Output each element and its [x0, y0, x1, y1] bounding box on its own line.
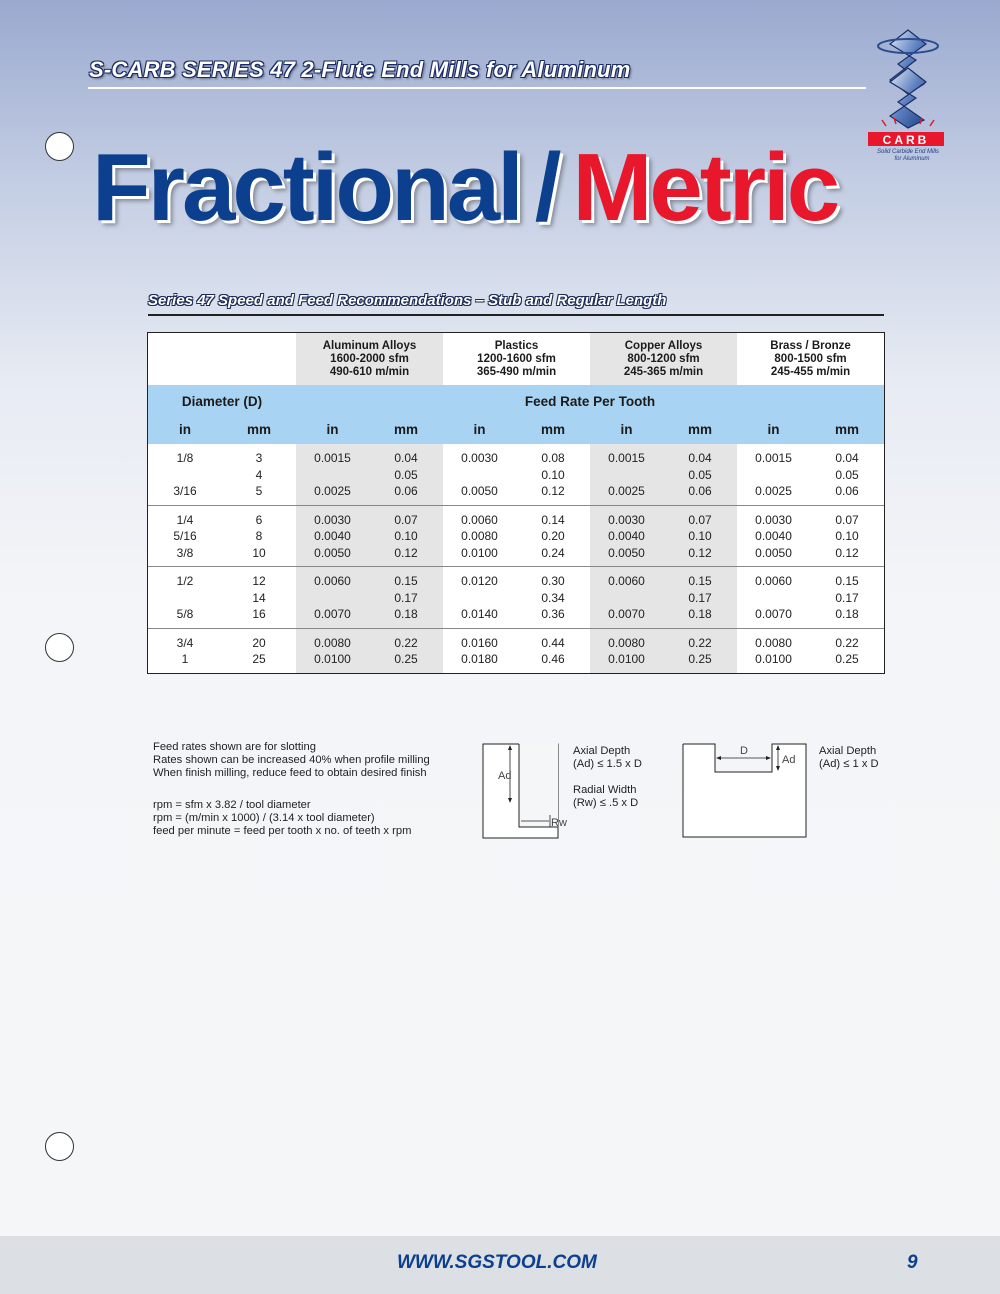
profile-radial-label: Radial Width (Rw) ≤ .5 x D: [573, 784, 639, 809]
table-cell: 0.0080: [590, 628, 663, 651]
table-cell: 5/8: [176, 607, 194, 622]
table-cell: 1/8: [176, 451, 194, 466]
note-line: Feed rates shown are for slotting: [153, 741, 316, 753]
table-cell: 6: [222, 505, 296, 528]
logo-tagline-2: for Aluminum: [894, 156, 930, 162]
table-cell: 0.0070: [755, 607, 792, 622]
footer-url-link[interactable]: WWW.SGSTOOL.COM: [397, 1252, 597, 1273]
table-cell: 3/16: [173, 484, 197, 499]
table-cell: [737, 590, 810, 607]
diameter-header: Diameter (D): [181, 394, 263, 409]
title-metric: Metric: [572, 134, 838, 241]
table-cell: 0.0060: [737, 567, 810, 590]
table-cell: 0.05: [369, 467, 443, 484]
table-cell: 1/2: [148, 567, 222, 590]
table-cell: 0.0050: [296, 545, 369, 567]
label-ad: Ad: [498, 770, 512, 782]
table-cell: 0.0120: [443, 567, 516, 590]
table-cell: 0.0015: [755, 451, 792, 466]
table-cell: 0.12: [541, 484, 565, 499]
material-header: Brass / Bronze 800-1500 sfm 245-455 m/min: [770, 339, 851, 378]
table-cell: [590, 590, 663, 607]
table-cell: 0.0070: [590, 606, 663, 628]
unit-in: in: [767, 422, 780, 437]
table-title: Series 47 Speed and Feed Recommendations – Stub and Regular Length: [148, 292, 667, 309]
table-cell: 0.06: [663, 483, 737, 505]
feed-rate-header: Feed Rate Per Tooth: [524, 394, 656, 409]
table-cell: 0.0060: [443, 505, 516, 528]
material-header-row: [148, 333, 884, 385]
profile-milling-diagram: [482, 743, 572, 841]
table-cell: 0.06: [369, 483, 443, 505]
table-cell: 0.0060: [590, 567, 663, 590]
table-cell: 0.12: [369, 545, 443, 567]
table-cell: 0.14: [516, 505, 590, 528]
table-cell: 0.0030: [590, 505, 663, 528]
binder-hole-middle: [45, 633, 74, 662]
table-cell: 0.0025: [590, 483, 663, 505]
unit-in: in: [179, 422, 191, 437]
table-cell: 0.10: [369, 528, 443, 545]
table-body: [148, 444, 884, 673]
table-cell: 0.0050: [755, 545, 792, 560]
unit-mm: mm: [835, 422, 860, 437]
table-row: [148, 483, 884, 505]
table-cell: 0.0025: [296, 483, 369, 505]
table-cell: 0.0050: [590, 545, 663, 567]
table-cell: 0.0030: [737, 505, 810, 528]
table-cell: 0.18: [663, 606, 737, 628]
table-row: [148, 444, 884, 467]
material-header: Aluminum Alloys 1600-2000 sfm 490-610 m/min: [296, 333, 443, 385]
page-title: [92, 134, 838, 241]
table-cell: 12: [222, 567, 296, 590]
unit-in: in: [326, 422, 339, 437]
section-header-row: [148, 385, 884, 418]
table-cell: 0.0100: [590, 651, 663, 673]
table-cell: 0.24: [541, 545, 565, 560]
table-cell: 0.04: [663, 444, 737, 467]
table-cell: 0.36: [541, 607, 565, 622]
table-row: [148, 567, 884, 590]
header-title: S-CARB SERIES 47 2-Flute End Mills for Aluminum: [89, 57, 631, 82]
table-cell: 0.05: [835, 467, 859, 482]
table-cell: 0.15: [663, 567, 737, 590]
unit-header-row: [148, 418, 884, 444]
table-cell: 0.25: [663, 651, 737, 673]
title-separator: /: [534, 134, 559, 241]
table-cell: 0.0080: [461, 529, 498, 544]
table-cell: 0.15: [369, 567, 443, 590]
title-fractional: Fractional: [92, 134, 521, 241]
table-cell: 0.0040: [755, 529, 792, 544]
table-cell: 0.0160: [443, 628, 516, 651]
table-cell: 14: [252, 590, 266, 605]
table-cell: 0.0180: [461, 652, 498, 667]
label-ad: Ad: [782, 754, 796, 766]
table-cell: 0.10: [541, 467, 565, 482]
table-cell: 0.0040: [590, 528, 663, 545]
table-cell: 0.22: [369, 628, 443, 651]
table-cell: 0.0080: [296, 628, 369, 651]
table-cell: 16: [252, 607, 266, 622]
table-row: [148, 651, 884, 673]
table-row: [148, 545, 884, 567]
table-cell: 0.08: [541, 451, 565, 466]
table-cell: 0.04: [369, 444, 443, 467]
label-d: D: [740, 745, 748, 757]
formula-line: feed per minute = feed per tooth x no. of teeth x rpm: [153, 825, 412, 838]
logo-tagline-1: Solid Carbide End Mills: [876, 149, 940, 155]
table-cell: 0.0015: [296, 444, 369, 467]
logo-carb-text: CARB: [882, 133, 930, 147]
table-cell: 3/8: [176, 545, 194, 560]
table-cell: 1/4: [148, 505, 222, 528]
profile-axial-label: Axial Depth (Ad) ≤ 1.5 x D: [573, 745, 642, 770]
table-cell: 0.0100: [296, 651, 369, 673]
table-cell: 0.18: [835, 607, 859, 622]
table-cell: 0.46: [541, 652, 565, 667]
unit-mm: mm: [688, 422, 713, 437]
table-cell: 5: [255, 484, 263, 499]
table-cell: 20: [222, 628, 296, 651]
table-row: [148, 528, 884, 545]
table-cell: 0.12: [663, 545, 737, 567]
table-cell: 8: [255, 529, 263, 544]
table-cell: 0.0080: [737, 628, 810, 651]
table-cell: 0.0025: [755, 484, 792, 499]
table-cell: 3: [255, 451, 263, 466]
table-cell: 0.0100: [755, 652, 792, 667]
table-row: [148, 467, 884, 484]
table-cell: 1: [181, 652, 189, 667]
table-cell: 0.15: [810, 567, 884, 590]
table-cell: 0.0015: [590, 444, 663, 467]
unit-mm: mm: [541, 422, 566, 437]
table-cell: 0.07: [810, 505, 884, 528]
table-cell: 0.10: [663, 528, 737, 545]
material-header: Copper Alloys 800-1200 sfm 245-365 m/min: [590, 333, 737, 385]
table-cell: 0.18: [369, 606, 443, 628]
table-cell: 0.34: [541, 590, 565, 605]
table-cell: 0.25: [835, 652, 859, 667]
table-cell: 4: [255, 467, 263, 482]
speed-feed-table: [147, 332, 885, 674]
table-cell: 0.22: [663, 628, 737, 651]
formula-line: rpm = sfm x 3.82 / tool diameter: [153, 798, 311, 811]
unit-in: in: [620, 422, 633, 437]
note-line: When finish milling, reduce feed to obtain desired finish: [153, 767, 427, 780]
unit-mm: mm: [393, 422, 418, 437]
slot-axial-label: Axial Depth (Ad) ≤ 1 x D: [819, 745, 879, 770]
table-cell: 25: [252, 652, 266, 667]
formula-line: rpm = (m/min x 1000) / (3.14 x tool diameter): [153, 811, 375, 824]
table-cell: 0.30: [516, 567, 590, 590]
table-cell: 0.0030: [296, 505, 369, 528]
s-carb-logo: [868, 28, 948, 164]
table-cell: 10: [252, 545, 266, 560]
table-cell: [148, 467, 222, 484]
table-cell: [443, 590, 516, 607]
table-cell: 3/4: [148, 628, 222, 651]
notes: [153, 741, 430, 838]
header-rule: [88, 87, 866, 89]
table-row: [148, 628, 884, 651]
table-cell: 5/16: [173, 529, 197, 544]
table-cell: 0.0030: [461, 451, 498, 466]
table-cell: [148, 590, 222, 607]
table-cell: 0.0070: [296, 606, 369, 628]
slot-milling-diagram: [682, 742, 808, 840]
unit-in: in: [473, 422, 486, 437]
table-cell: [296, 467, 369, 484]
label-rw: Rw: [551, 817, 567, 829]
unit-mm: mm: [246, 422, 271, 437]
material-header: Plastics 1200-1600 sfm 365-490 m/min: [476, 339, 557, 378]
table-row: [148, 590, 884, 607]
table-cell: 0.10: [835, 529, 859, 544]
table-cell: 0.22: [810, 628, 884, 651]
table-cell: [296, 590, 369, 607]
table-cell: 0.07: [369, 505, 443, 528]
table-cell: 0.05: [663, 467, 737, 484]
table-cell: 0.20: [541, 529, 565, 544]
table-cell: 0.0040: [296, 528, 369, 545]
table-cell: 0.44: [516, 628, 590, 651]
table-cell: 0.17: [835, 590, 859, 605]
binder-hole-top: [45, 132, 74, 161]
table-cell: 0.0060: [296, 567, 369, 590]
table-title-rule: [148, 314, 884, 316]
table-cell: 0.04: [835, 451, 859, 466]
table-cell: [737, 467, 810, 484]
table-cell: 0.17: [369, 590, 443, 607]
page-number: 9: [907, 1252, 918, 1273]
table-cell: 0.12: [835, 545, 859, 560]
table-row: [148, 606, 884, 628]
table-cell: 0.17: [663, 590, 737, 607]
table-cell: 0.0140: [461, 607, 498, 622]
binder-hole-bottom: [45, 1132, 74, 1161]
table-row: [148, 505, 884, 528]
note-line: Rates shown can be increased 40% when profile milling: [153, 754, 430, 767]
table-cell: [443, 467, 516, 484]
table-cell: 0.0050: [461, 484, 498, 499]
table-cell: 0.0100: [461, 545, 498, 560]
table-cell: 0.25: [369, 651, 443, 673]
table-cell: 0.07: [663, 505, 737, 528]
table-cell: [590, 467, 663, 484]
table-cell: 0.06: [835, 484, 859, 499]
